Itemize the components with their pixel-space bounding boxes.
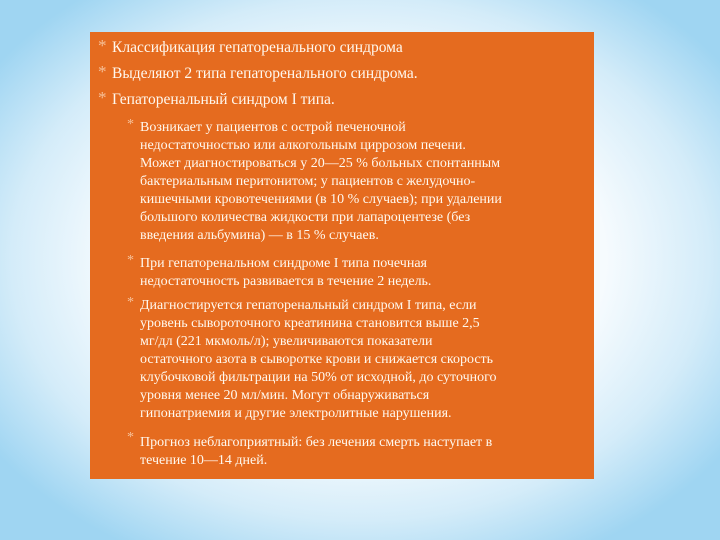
sub-bullet-text-line: недостаточность развивается в течение 2 недель. [140, 274, 432, 289]
sub-bullet-text-line: введения альбумина) — в 15 % случаев. [140, 228, 379, 243]
sub-bullet-text-line: большого количества жидкости при лапароцентезе (без [140, 210, 471, 225]
sub-bullet-icon: * [127, 253, 134, 268]
sub-bullet-text-line: Может диагностироваться у 20—25 % больных спонтанным [140, 156, 501, 171]
sub-bullet-text-line: клубочковой фильтрации на 50% от исходной, до суточного [140, 370, 497, 385]
bullet-icon: * [98, 88, 107, 107]
sub-bullet-text-line: кишечными кровотечениями (в 10 % случаев); при удалении [140, 192, 502, 207]
bullet-icon: * [98, 36, 107, 55]
sub-bullet-text-line: течение 10—14 дней. [140, 453, 268, 468]
sub-bullet-text-line: Диагностируется гепаторенальный синдром I типа, если [140, 298, 477, 313]
sub-bullet-text-line: остаточного азота в сыворотке крови и снижается скорость [140, 352, 494, 367]
bullet-text-classification: Классификация гепаторенального синдрома [112, 39, 403, 56]
slide-content-box [90, 32, 594, 479]
sub-bullet-text-line: недостаточностью или алкогольным циррозом печени. [140, 138, 466, 153]
sub-bullet-text-line: При гепаторенальном синдроме I типа почечная [140, 256, 427, 271]
sub-bullet-icon: * [127, 295, 134, 310]
sub-bullet-icon: * [127, 430, 134, 445]
sub-bullet-text-line: уровень сывороточного креатинина становится выше 2,5 [140, 316, 480, 331]
sub-bullet-text-line: уровня менее 20 мл/мин. Могут обнаруживаться [140, 388, 430, 403]
sub-bullet-text-line: Возникает у пациентов с острой печеночной [140, 120, 406, 135]
bullet-icon: * [98, 62, 107, 81]
sub-bullet-text-line: мг/дл (221 мкмоль/л); увеличиваются показатели [140, 334, 433, 349]
bullet-text-type-one: Гепаторенальный синдром I типа. [112, 91, 335, 108]
bullet-text-two-types: Выделяют 2 типа гепаторенального синдрома. [112, 65, 418, 82]
sub-bullet-text-line: гипонатриемия и другие электролитные нарушения. [140, 406, 452, 421]
sub-bullet-text-line: Прогноз неблагоприятный: без лечения смерть наступает в [140, 435, 493, 450]
sub-bullet-icon: * [127, 117, 134, 132]
sub-bullet-text-line: бактериальным перитонитом; у пациентов с желудочно- [140, 174, 476, 189]
